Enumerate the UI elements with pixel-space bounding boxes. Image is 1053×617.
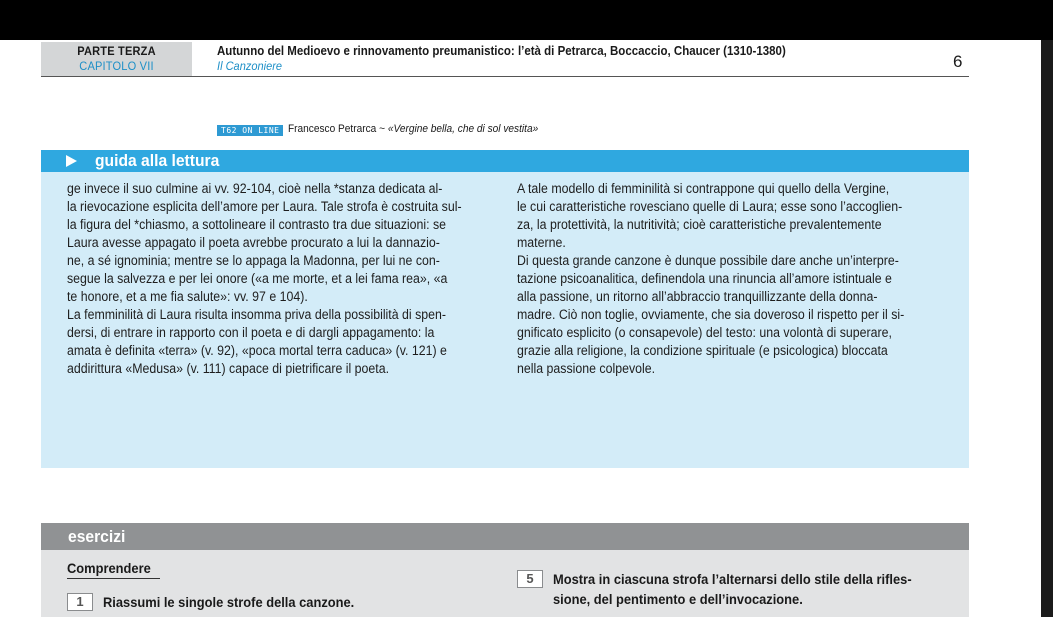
text-reference	[288, 123, 538, 135]
guide-line: materne.	[517, 235, 566, 250]
guide-column-left	[67, 180, 495, 378]
guide-line: ge invece il suo culmine ai vv. 92-104, cioè nella *stanza dedicata al-	[67, 181, 443, 196]
guide-line: za, la protettività, la nutritività; cioè caratteristiche prevalentemente	[517, 217, 882, 232]
guide-line: Di questa grande canzone è dunque possibile dare anche un’interpre-	[517, 253, 899, 268]
guide-line: alla passione, un ritorno all’abbraccio tranquillizzante della donna-	[517, 289, 878, 304]
guide-line: te honore, et a me fia salute»: vv. 97 e 104).	[67, 289, 308, 304]
guide-line: segue la salvezza e per lei onore («a me morte, et a lei fama rea», «a	[67, 271, 448, 286]
text-work-title: «Vergine bella, che di sol vestita»	[387, 123, 539, 135]
exercises-title: esercizi	[68, 527, 126, 546]
guide-line: la figura del *chiasmo, a sottolineare il contrasto tra due situazioni: se	[67, 217, 447, 232]
part-chapter-box	[41, 42, 192, 76]
exercises-header-bar	[41, 523, 969, 550]
exercise-text: Mostra in ciascuna strofa l’alternarsi dello stile della rifles-	[553, 571, 912, 587]
exercise-number: 1	[67, 593, 93, 611]
triangle-arrow-icon	[66, 155, 77, 167]
guide-line: A tale modello di femminilità si contrappone qui quello della Vergine,	[517, 181, 890, 196]
part-label: PARTE TERZA	[77, 44, 156, 58]
header-rule	[41, 76, 969, 77]
guide-title: guida alla lettura	[95, 151, 220, 170]
guide-line: grazie alla religione, la condizione spirituale (e psicologica) bloccata	[517, 343, 888, 358]
guide-line: addirittura «Medusa» (v. 111) capace di pietrificare il poeta.	[67, 361, 390, 376]
exercise-text: Riassumi le singole strofe della canzone.	[103, 594, 355, 610]
guide-line: ne, a sé ignominia; mentre se lo appaga la Madonna, per lui ne con-	[67, 253, 440, 268]
guide-line: le cui caratteristiche rovesciano quelle di Laura; esse sono l’accoglien-	[517, 199, 903, 214]
text-author: Francesco Petrarca ~	[288, 123, 388, 135]
guide-line: nella passione colpevole.	[517, 361, 656, 376]
guide-line: dersi, di entrare in rapporto con il poeta e di dargli appagamento: la	[67, 325, 435, 340]
chapter-label: CAPITOLO VII	[79, 59, 154, 73]
page-number: 6	[953, 52, 963, 71]
page-edge-shadow	[1041, 40, 1053, 617]
guide-column-right	[517, 180, 953, 378]
exercises-section-title: Comprendere	[67, 560, 151, 576]
running-title: Autunno del Medioevo e rinnovamento preumanistico: l’età di Petrarca, Boccaccio, Chaucer (1310-1380)	[217, 44, 786, 58]
exercise-text-continued: sione, del pentimento e dell’invocazione.	[553, 591, 803, 607]
guide-line: gnificato esplicito (o consapevole) del testo: una volontà di superare,	[517, 325, 892, 340]
guide-line: tazione psicoanalitica, definendola una rinuncia all’amore istintuale e	[517, 271, 892, 286]
exercise-number: 5	[517, 570, 543, 588]
guide-line: amata è definita «terra» (v. 92), «poca mortal terra caduca» (v. 121) e	[67, 343, 447, 358]
guide-line: Laura avesse appagato il poeta avrebbe procurato a lui la dannazio-	[67, 235, 440, 250]
online-badge: T62 ON LINE	[217, 125, 283, 136]
guide-line: la rievocazione esplicita dell’amore per Laura. Tale strofa è costruita sul-	[67, 199, 462, 214]
running-subtitle: Il Canzoniere	[217, 59, 283, 73]
guide-line: La femminilità di Laura risulta insomma priva della possibilità di spen-	[67, 307, 446, 322]
guide-line: madre. Ciò non toglie, ovviamente, che sia doveroso il rispetto per il si-	[517, 307, 905, 322]
section-underline	[67, 578, 160, 579]
